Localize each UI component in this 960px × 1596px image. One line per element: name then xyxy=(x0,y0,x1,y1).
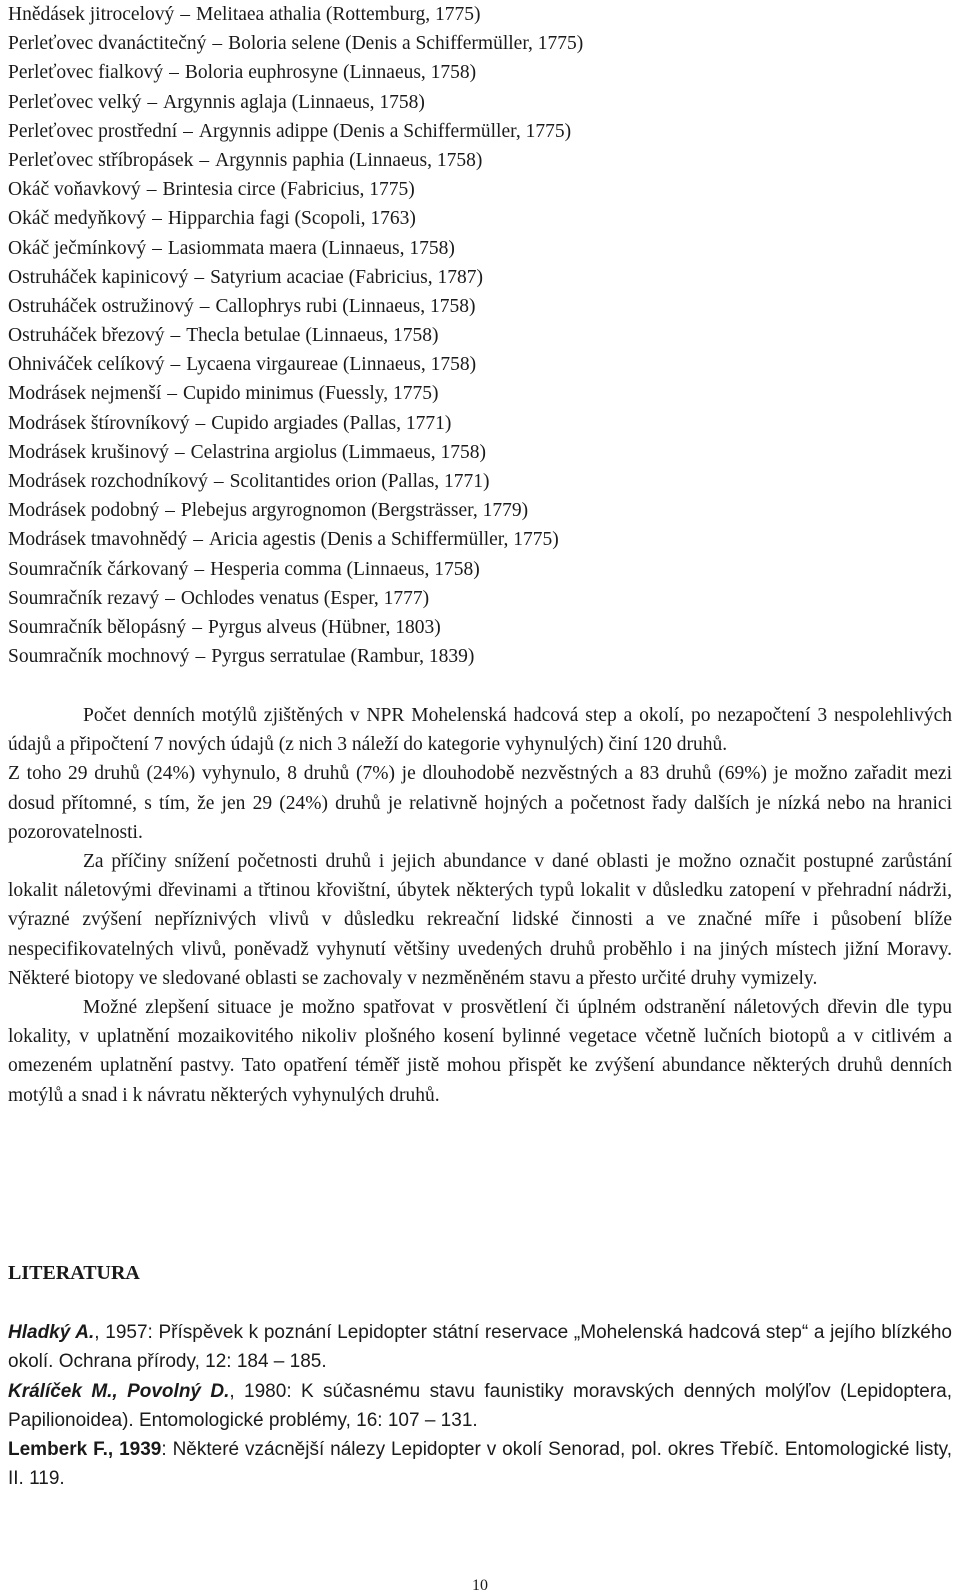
species-latin-name: Hipparchia fagi (Scopoli, 1763) xyxy=(167,208,416,230)
species-line xyxy=(8,175,952,204)
species-czech-name: Okáč medyňkový xyxy=(8,208,147,230)
species-line xyxy=(8,350,952,379)
dash: – xyxy=(165,500,175,522)
species-czech-name: Hnědásek jitrocelový xyxy=(8,4,175,25)
species-czech-name: Perleťovec prostřední xyxy=(8,120,178,142)
species-line xyxy=(8,234,952,263)
species-latin-name: Callophrys rubi (Linnaeus, 1758) xyxy=(215,295,476,317)
reference-text: , 1957: Příspěvek k poznání Lepidopter státní reservace „Mohelenská hadcová step“ a jejího blízkého okolí. Ochrana přírody, 12: 184 – 185. xyxy=(8,1322,952,1373)
dash: – xyxy=(170,325,181,347)
species-latin-name: Thecla betulae (Linnaeus, 1758) xyxy=(186,325,439,347)
dash: – xyxy=(152,208,162,230)
paragraph-extinction-stats: Z toho 29 druhů (24%) vyhynulo, 8 druhů (7%) je dlouhodobě nezvěstných a 83 druhů (69%) je možno zařadit mezi dosud přítomné, s tím, že jen 29 (24%) druhů je relativně hojných a početnost řady dalších je nízká nebo na hranici pozorovatelnosti. xyxy=(8,763,952,843)
species-line xyxy=(8,496,952,525)
species-line xyxy=(8,467,952,496)
species-czech-name: Perleťovec fialkový xyxy=(8,62,164,84)
dash: – xyxy=(195,646,206,668)
species-czech-name: Soumračník mochnový xyxy=(8,646,190,668)
reference-text: : Některé vzácnější nálezy Lepidopter v okolí Senorad, pol. okres Třebíč. Entomologické listy, II. 119. xyxy=(8,1439,952,1490)
body-text xyxy=(8,701,952,1110)
species-line xyxy=(8,117,952,146)
dash: – xyxy=(169,62,179,84)
dash: – xyxy=(195,412,206,434)
reference-item xyxy=(8,1377,952,1436)
dash: – xyxy=(180,4,190,25)
species-line xyxy=(8,525,952,554)
dash: – xyxy=(170,354,181,376)
species-latin-name: Brintesia circe (Fabricius, 1775) xyxy=(162,179,415,201)
dash: – xyxy=(199,295,210,317)
species-latin-name: Pyrgus alveus (Hübner, 1803) xyxy=(207,616,441,638)
species-latin-name: Plebejus argyrognomon (Bergsträsser, 1779) xyxy=(180,500,529,522)
reference-item xyxy=(8,1318,952,1377)
species-line xyxy=(8,29,952,58)
species-line xyxy=(8,146,952,175)
species-line xyxy=(8,438,952,467)
dash: – xyxy=(199,149,210,171)
species-czech-name: Okáč ječmínkový xyxy=(8,237,147,259)
reference-author: Králíček M., Povolný D. xyxy=(8,1380,230,1402)
species-latin-name: Celastrina argiolus (Limmaeus, 1758) xyxy=(190,441,486,463)
species-latin-name: Boloria selene (Denis a Schiffermüller, 1775) xyxy=(228,33,584,55)
species-latin-name: Boloria euphrosyne (Linnaeus, 1758) xyxy=(184,62,477,84)
species-czech-name: Ostruháček ostružinový xyxy=(8,295,194,317)
dash: – xyxy=(212,33,223,55)
dash: – xyxy=(174,441,185,463)
dash: – xyxy=(194,558,205,580)
species-latin-name: Cupido argiades (Pallas, 1771) xyxy=(211,412,452,434)
species-line xyxy=(8,584,952,613)
species-latin-name: Argynnis adippe (Denis a Schiffermüller, 1775) xyxy=(198,120,572,142)
species-czech-name: Modrásek tmavohnědý xyxy=(8,529,188,551)
species-latin-name: Argynnis aglaja (Linnaeus, 1758) xyxy=(163,91,425,113)
paragraph-decline-causes: Za příčiny snížení početnosti druhů i jejich abundance v dané oblasti je možno označit postupné zarůstání lokalit náletovými dřevinami a třtinou křovištní, úbytek některých typů lokalit v důsledku zatopení v přehradní nádrži, výrazné zvýšení nepříznivých vlivů v důsledku rekreační lidské činnosti a ve značné míře i působení blíže nespecifikovatelných vlivů, poněvadž vyhynutí většiny uvedených druhů proběhlo i na jiných místech jižní Moravy. Některé biotopy ve sledované oblasti se zachovaly v nezměněném stavu a přesto určité druhy vymizely. xyxy=(8,851,952,989)
species-line xyxy=(8,58,952,87)
species-line xyxy=(8,263,952,292)
dash: – xyxy=(147,91,158,113)
dash: – xyxy=(192,616,202,638)
reference-list xyxy=(8,1318,952,1494)
species-line xyxy=(8,555,952,584)
species-czech-name: Modrásek krušinový xyxy=(8,441,169,463)
reference-text: , 1980: K súčasnému stavu faunistiky moravských denných molýľov (Lepidoptera, Papilionoidea). Entomologické problémy, 16: 107 – 131. xyxy=(8,1380,952,1431)
species-czech-name: Perleťovec velký xyxy=(8,91,142,113)
species-line xyxy=(8,409,952,438)
literature-heading: LITERATURA xyxy=(8,1262,140,1284)
species-czech-name: Soumračník čárkovaný xyxy=(8,558,189,580)
dash: – xyxy=(167,383,178,405)
species-czech-name: Okáč voňavkový xyxy=(8,179,141,201)
reference-author: Lemberk F., 1939 xyxy=(8,1439,162,1461)
dash: – xyxy=(152,237,162,259)
species-czech-name: Soumračník rezavý xyxy=(8,587,160,609)
species-latin-name: Ochlodes venatus (Esper, 1777) xyxy=(180,587,430,609)
species-czech-name: Perleťovec dvanáctitečný xyxy=(8,33,207,55)
species-latin-name: Hesperia comma (Linnaeus, 1758) xyxy=(210,558,480,580)
dash: – xyxy=(213,471,224,492)
species-latin-name: Lycaena virgaureae (Linnaeus, 1758) xyxy=(186,354,477,376)
species-latin-name: Pyrgus serratulae (Rambur, 1839) xyxy=(211,646,475,668)
species-line xyxy=(8,88,952,117)
species-czech-name: Perleťovec stříbropásek xyxy=(8,149,194,171)
species-latin-name: Scolitantides orion (Pallas, 1771) xyxy=(229,471,490,492)
species-line xyxy=(8,321,952,350)
species-list xyxy=(8,0,952,671)
dash: – xyxy=(165,587,175,609)
paragraph-species-count: Počet denních motýlů zjištěných v NPR Mohelenská hadcová step a okolí, po nezapočtení 3 nespolehlivých údajů a připočtení 7 nových údajů (z nich 3 náleží do kategorie vyhynulých) činí 120 druhů. xyxy=(8,705,952,756)
paragraph-improvement: Možné zlepšení situace je možno spatřovat v prosvětlení či úplném odstranění náletových dřevin dle typu lokality, v uplatnění mozaikovitého nikoliv plošného kosení bylinné vegetace včetně lučních biotopů a v citlivém a omezeném uplatnění pastvy. Tato opatření téměř jistě mohou přispět ke zvýšení abundance některých druhů denních motýlů a snad i k návratu některých vyhynulých druhů. xyxy=(8,997,952,1106)
species-czech-name: Ohniváček celíkový xyxy=(8,354,165,376)
species-latin-name: Lasiommata maera (Linnaeus, 1758) xyxy=(167,237,455,259)
species-latin-name: Argynnis paphia (Linnaeus, 1758) xyxy=(215,149,483,171)
species-czech-name: Modrásek podobný xyxy=(8,500,160,522)
dash: – xyxy=(183,120,193,142)
species-line xyxy=(8,204,952,233)
species-line xyxy=(8,0,952,29)
species-latin-name: Cupido minimus (Fuessly, 1775) xyxy=(183,383,439,405)
species-czech-name: Modrásek rozchodníkový xyxy=(8,471,208,492)
reference-item xyxy=(8,1435,952,1494)
species-line xyxy=(8,379,952,408)
dash: – xyxy=(193,529,204,551)
dash: – xyxy=(194,266,205,288)
reference-author: Hladký A. xyxy=(8,1322,95,1343)
species-czech-name: Modrásek nejmenší xyxy=(8,383,162,405)
species-latin-name: Aricia agestis (Denis a Schiffermüller, 1775) xyxy=(209,529,559,551)
species-czech-name: Ostruháček březový xyxy=(8,325,165,347)
species-czech-name: Soumračník bělopásný xyxy=(8,616,187,638)
species-latin-name: Melitaea athalia (Rottemburg, 1775) xyxy=(196,4,481,25)
dash: – xyxy=(146,179,157,201)
species-line xyxy=(8,613,952,642)
species-line xyxy=(8,292,952,321)
species-czech-name: Ostruháček kapinicový xyxy=(8,266,189,288)
species-czech-name: Modrásek štírovníkový xyxy=(8,412,190,434)
species-latin-name: Satyrium acaciae (Fabricius, 1787) xyxy=(210,266,483,288)
species-line xyxy=(8,642,952,671)
page-number: 10 xyxy=(472,1577,488,1594)
